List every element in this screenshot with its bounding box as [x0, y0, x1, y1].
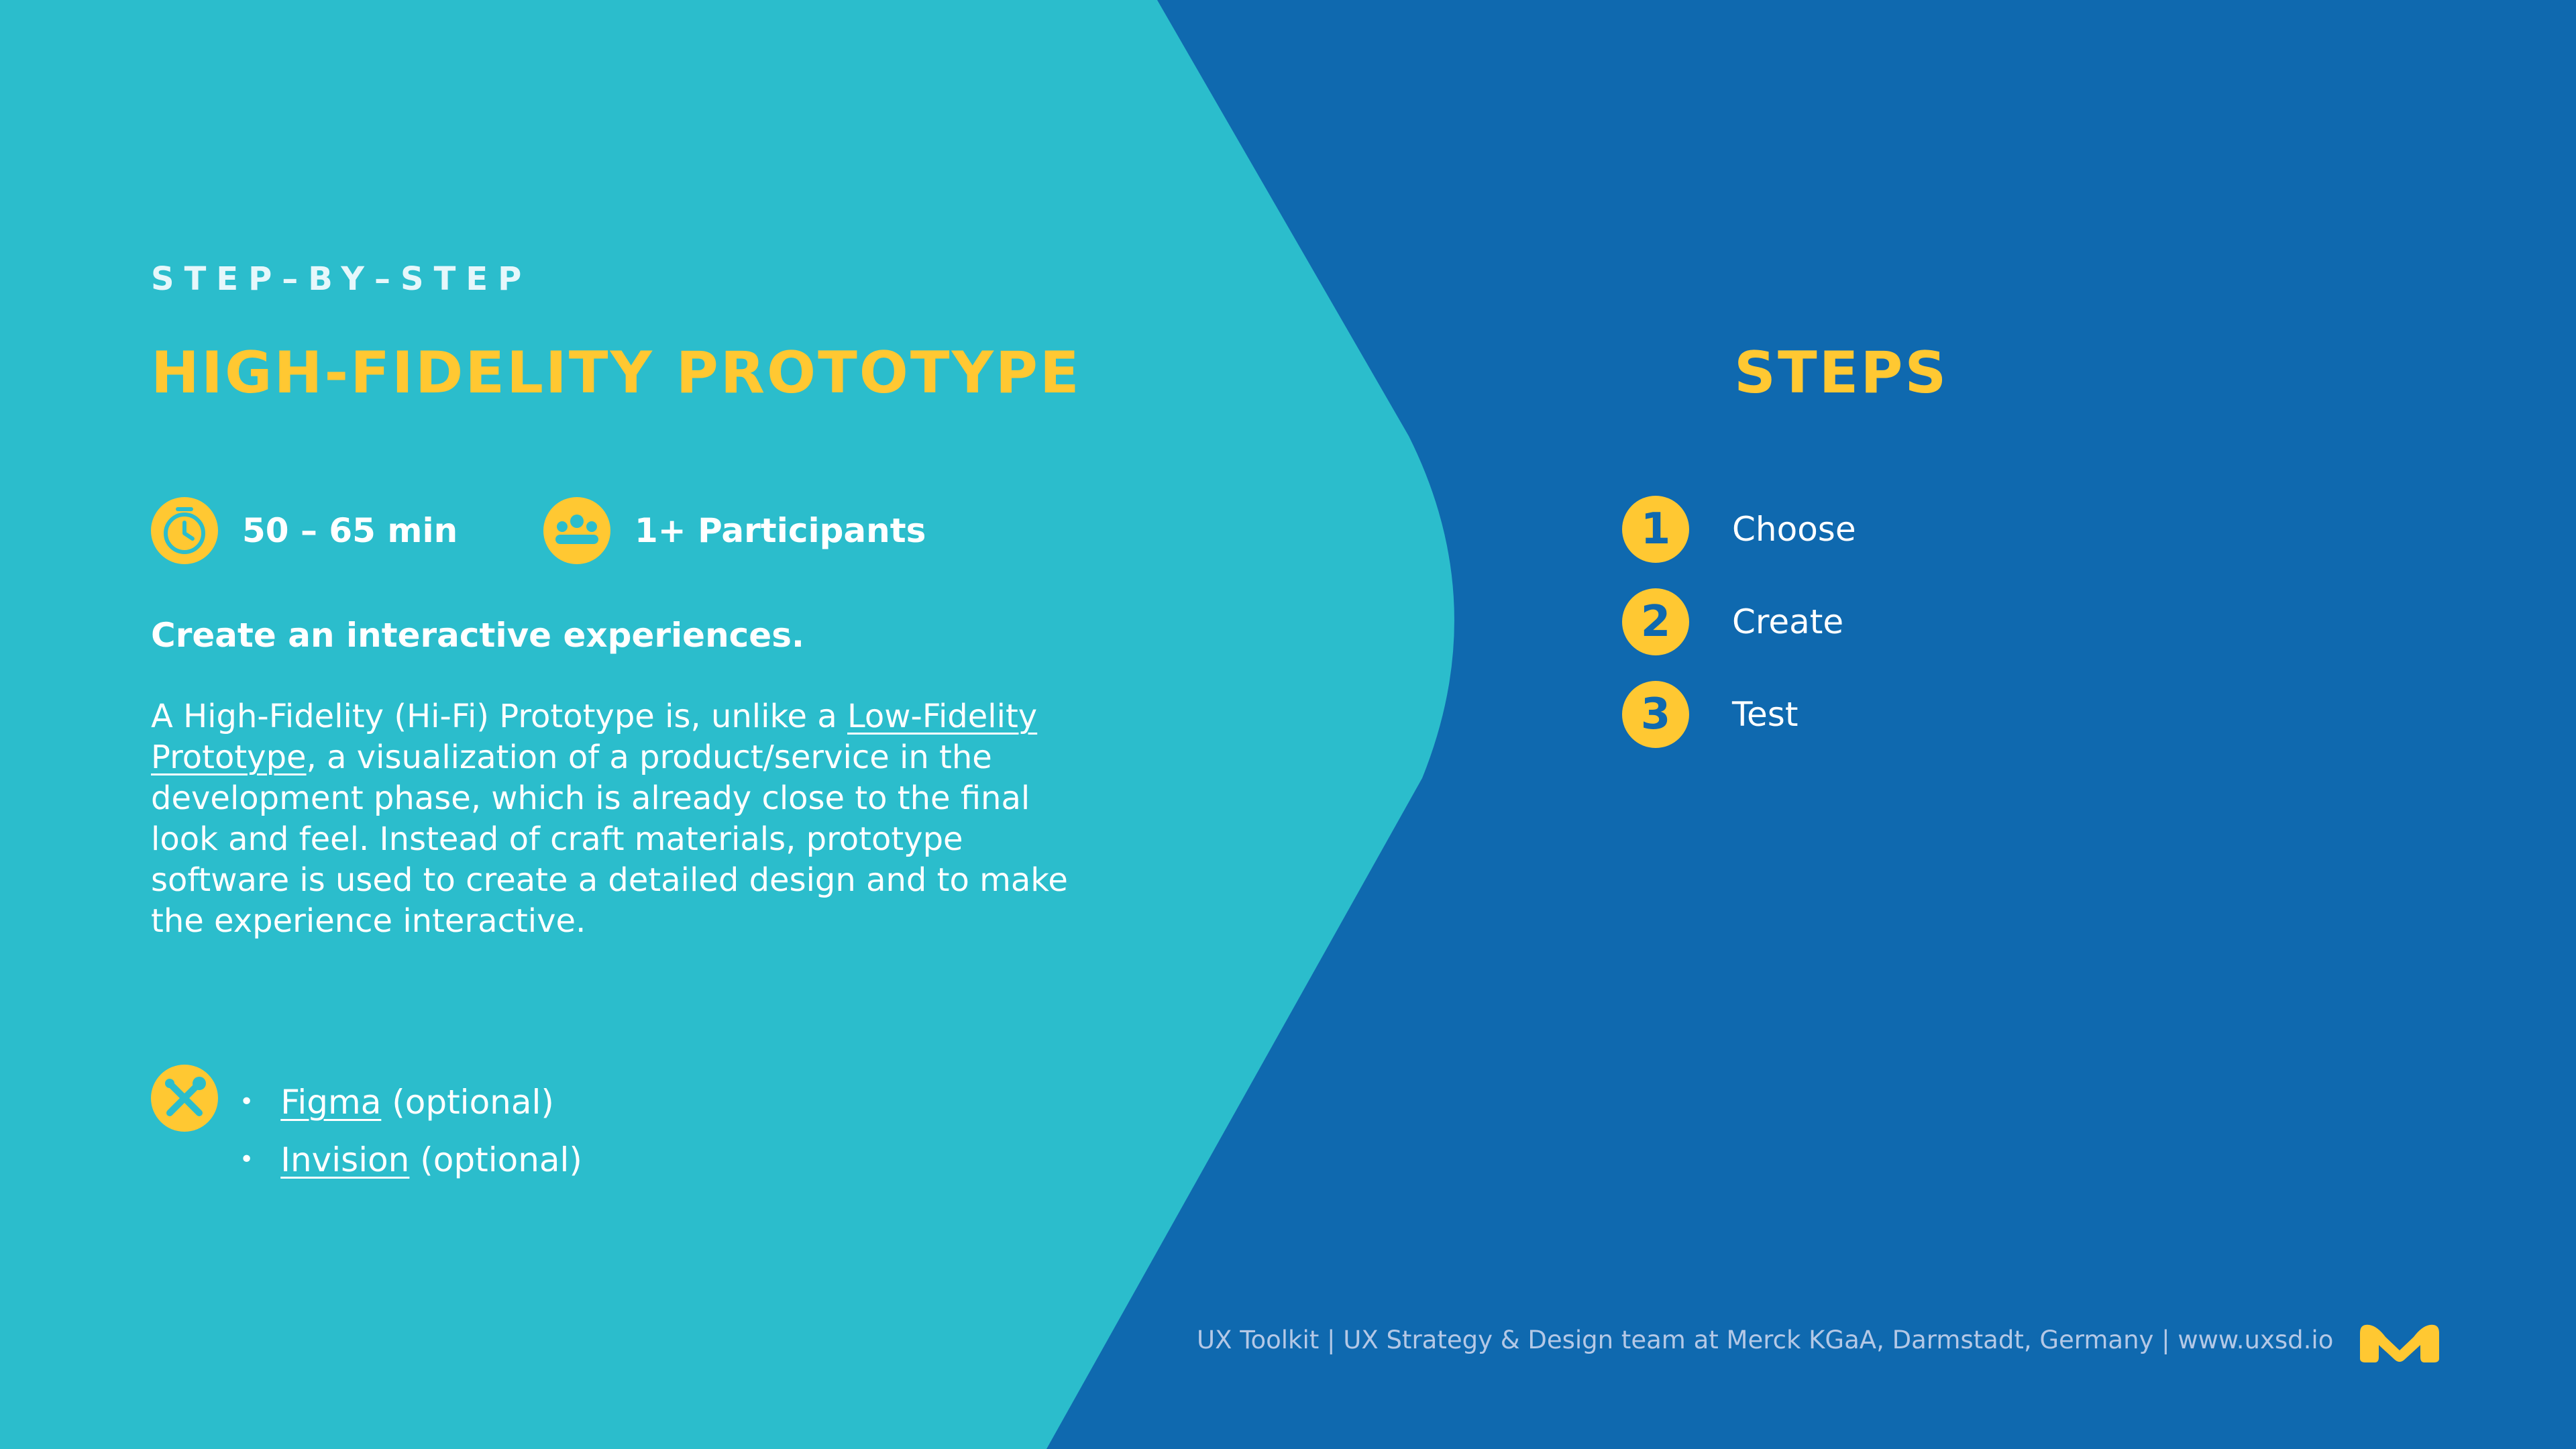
clock-icon — [151, 497, 218, 564]
step-item — [1622, 588, 1856, 656]
bullet: • — [239, 1146, 254, 1173]
footer-text: UX Toolkit | UX Strategy & Design team at Merck KGaA, Darmstadt, Germany | www.uxsd.io — [1197, 1326, 2334, 1354]
tool-note: (optional) — [381, 1083, 554, 1122]
participants-icon — [543, 497, 610, 564]
left-panel — [151, 0, 1157, 1449]
step-label: Create — [1732, 602, 1844, 641]
merck-m-logo-icon — [2355, 1318, 2445, 1365]
low-fidelity-link[interactable]: Low-Fidelity Prototype — [151, 698, 1038, 776]
step-number-badge: 2 — [1622, 588, 1689, 655]
duration-text: 50 – 65 min — [242, 511, 458, 550]
description-start: A High-Fidelity (Hi-Fi) Prototype is, unlike a — [151, 698, 847, 735]
invision-link[interactable]: Invision — [280, 1140, 410, 1179]
list-item — [239, 1073, 582, 1131]
description — [151, 696, 1104, 942]
participants-meta — [543, 497, 926, 564]
list-item — [239, 1131, 582, 1189]
tool-note: (optional) — [409, 1140, 582, 1179]
step-item — [1622, 495, 1856, 564]
eyebrow-label: STEP–BY–STEP — [151, 260, 532, 298]
steps-list — [1622, 495, 1856, 773]
step-number-badge: 1 — [1622, 496, 1689, 563]
step-label: Test — [1732, 695, 1799, 734]
tools-list — [239, 1073, 582, 1189]
lead-text: Create an interactive experiences. — [151, 616, 804, 655]
page-title: HIGH-FIDELITY PROTOTYPE — [151, 339, 1081, 407]
description-paragraph — [151, 696, 1104, 942]
figma-link[interactable]: Figma — [280, 1083, 382, 1122]
description-end: , a visualization of a product/service in the development phase, which is already close to the final look and feel. Instead of craft materials, prototype software is used to create a detailed design and to make the experience interactive. — [151, 739, 1068, 940]
tools-icon — [151, 1065, 218, 1132]
steps-title: STEPS — [1734, 339, 1949, 407]
duration-meta — [151, 497, 458, 564]
step-item — [1622, 680, 1856, 749]
step-label: Choose — [1732, 510, 1856, 549]
participants-text: 1+ Participants — [635, 511, 926, 550]
step-number-badge: 3 — [1622, 681, 1689, 748]
bullet: • — [239, 1088, 254, 1116]
